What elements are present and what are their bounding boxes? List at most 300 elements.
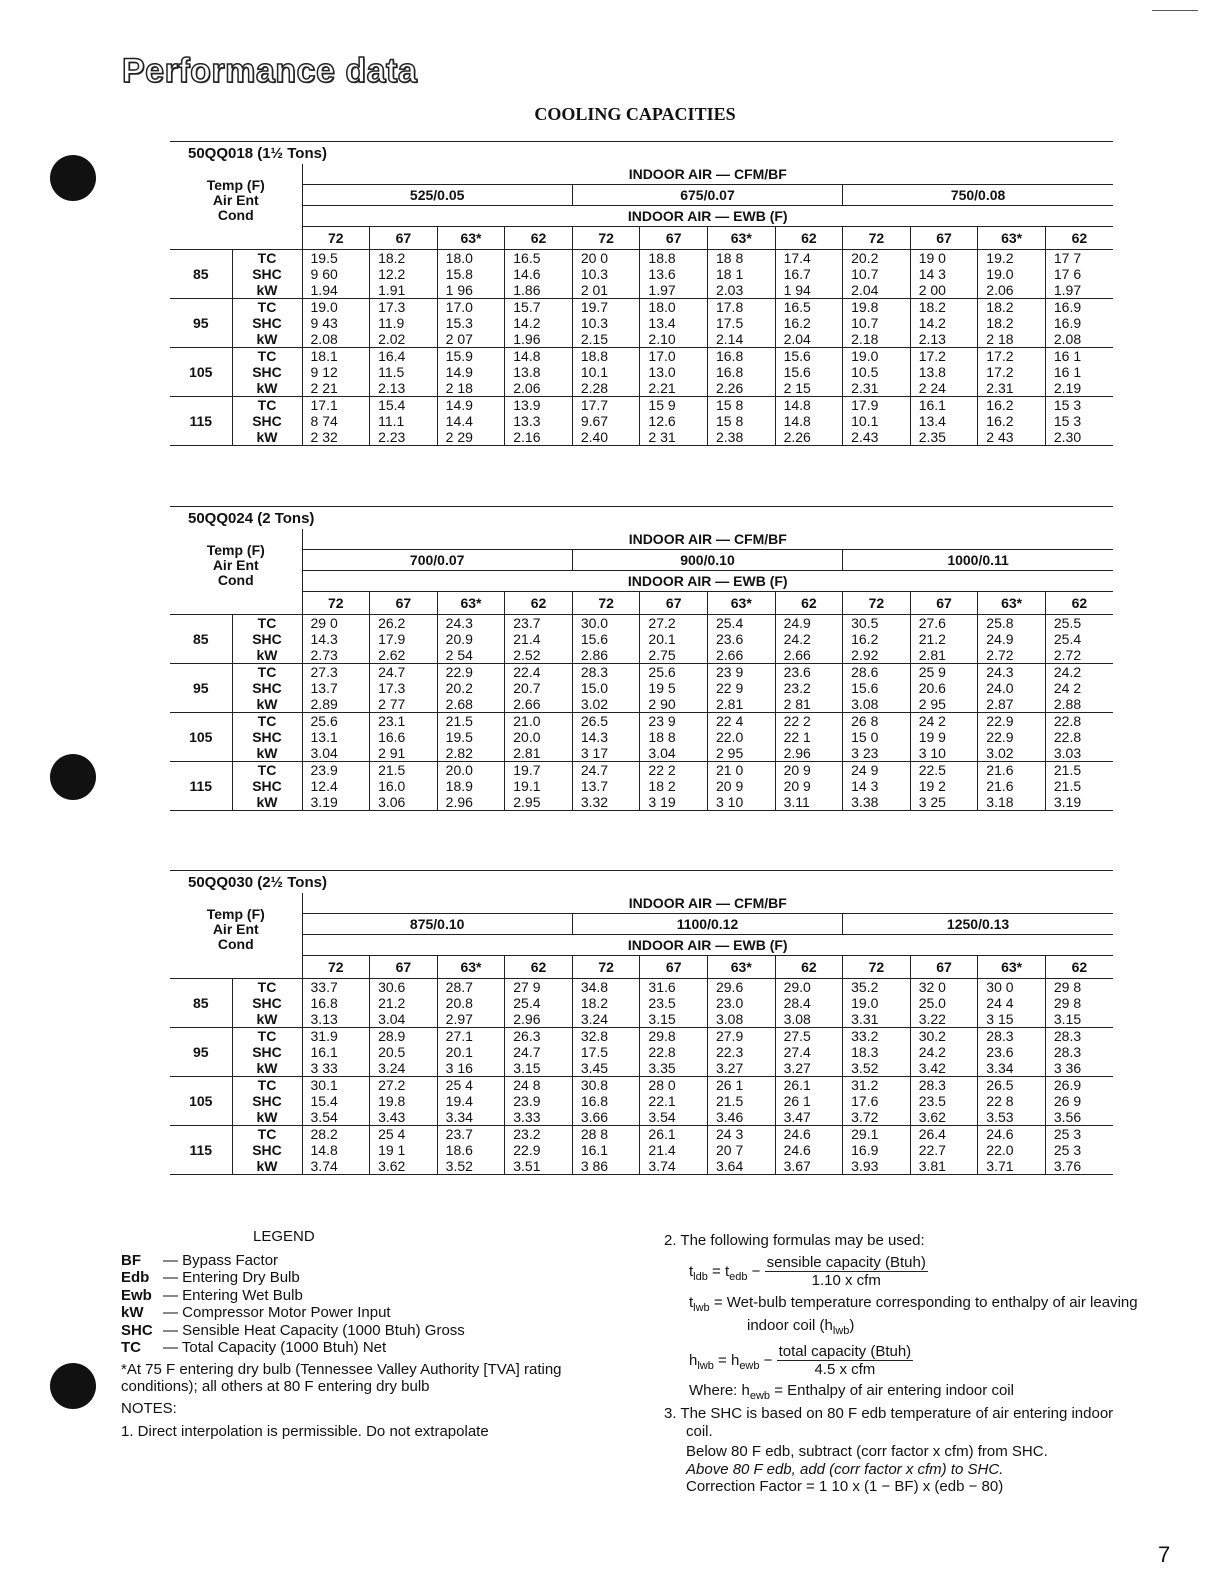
condenser-temp: 85 <box>170 615 232 664</box>
data-cell <box>572 762 640 811</box>
ewb-column-header: 72 <box>302 227 370 250</box>
cell-value: 13.1 <box>310 729 338 745</box>
cell-value: 1.97 <box>648 282 676 298</box>
data-cell <box>978 615 1046 664</box>
row-label: TC <box>257 1028 277 1044</box>
notes-title: NOTES: <box>121 1399 177 1417</box>
data-cell <box>910 713 978 762</box>
cell-value: 26.5 <box>580 713 609 729</box>
cell-value: 25 4 <box>445 1077 473 1093</box>
cell-value: 18.2 <box>918 299 946 315</box>
row-labels <box>232 250 302 299</box>
cell-value: 33.7 <box>310 979 338 995</box>
cell-value: 2 43 <box>986 429 1014 445</box>
cell-value: 16 1 <box>1053 364 1082 380</box>
cell-value: 20.1 <box>648 631 676 647</box>
cell-value: 2 24 <box>918 380 946 396</box>
cell-value: 19.7 <box>580 299 609 315</box>
row-label: SHC <box>252 1093 282 1109</box>
cell-value: 2.40 <box>580 429 609 445</box>
data-cell <box>978 979 1046 1028</box>
legend-item: TC — Total Capacity (1000 Btuh) Net <box>121 1339 387 1356</box>
temp-header-line: Temp (F) <box>206 177 265 193</box>
cell-value: 24 8 <box>513 1077 541 1093</box>
cell-value: 21.5 <box>378 762 406 778</box>
cell-value: 16.9 <box>851 1142 879 1158</box>
cell-value: 2.72 <box>1053 647 1082 663</box>
data-cell <box>707 615 775 664</box>
cell-value: 2.35 <box>918 429 946 445</box>
cell-value: 30 0 <box>986 979 1014 995</box>
cell-value: 3.27 <box>783 1060 811 1076</box>
cell-value: 19.0 <box>310 299 338 315</box>
data-cell <box>640 348 708 397</box>
cell-value: 2.66 <box>715 647 744 663</box>
cell-value: 15.3 <box>445 315 473 331</box>
cell-value: 3.54 <box>648 1109 676 1125</box>
cell-value: 2 77 <box>378 696 406 712</box>
cell-value: 26.1 <box>783 1077 811 1093</box>
cell-value: 17.2 <box>918 348 946 364</box>
data-cell <box>775 762 843 811</box>
cell-value: 23.6 <box>715 631 744 647</box>
data-cell <box>437 1077 505 1126</box>
cell-value: 19.7 <box>513 762 541 778</box>
cell-value: 15.0 <box>580 680 609 696</box>
data-cell <box>505 1028 573 1077</box>
cell-value: 14 3 <box>851 778 879 794</box>
cell-value: 22.8 <box>648 1044 676 1060</box>
condenser-temp: 95 <box>170 664 232 713</box>
cell-value: 17.5 <box>715 315 744 331</box>
cell-value: 14.3 <box>310 631 338 647</box>
cell-value: 3.04 <box>378 1011 406 1027</box>
row-label: SHC <box>252 1142 282 1158</box>
cell-value: 3.46 <box>715 1109 744 1125</box>
data-cell <box>437 299 505 348</box>
cell-value: 2.88 <box>1053 696 1082 712</box>
data-cell <box>910 664 978 713</box>
cell-value: 13.0 <box>648 364 676 380</box>
cell-value: 21.5 <box>1053 762 1082 778</box>
legend-item: BF — Bypass Factor <box>121 1251 279 1269</box>
data-cell <box>302 713 370 762</box>
condenser-temp: 105 <box>170 348 232 397</box>
cell-value: 19 2 <box>918 778 946 794</box>
cell-value: 22.0 <box>715 729 744 745</box>
cell-value: 3.74 <box>648 1158 676 1174</box>
cell-value: 26.3 <box>513 1028 541 1044</box>
cell-value: 3.11 <box>783 794 810 810</box>
cell-value: 18.6 <box>445 1142 473 1158</box>
cell-value: 17.2 <box>986 364 1014 380</box>
condenser-temp: 85 <box>170 250 232 299</box>
cell-value: 26 1 <box>783 1093 811 1109</box>
cell-value: 26.2 <box>378 615 406 631</box>
cell-value: 21 0 <box>715 762 744 778</box>
cell-value: 1.91 <box>378 282 406 298</box>
cell-value: 2.81 <box>715 696 744 712</box>
row-label: kW <box>256 794 278 810</box>
cell-value: 2.52 <box>513 647 541 663</box>
ewb-column-header: 67 <box>640 592 708 615</box>
data-cell <box>707 1028 775 1077</box>
data-cell <box>910 762 978 811</box>
cell-value: 31.2 <box>851 1077 879 1093</box>
data-cell <box>640 1077 708 1126</box>
data-cell <box>775 397 843 446</box>
cell-value: 2.66 <box>783 647 811 663</box>
cell-value: 15 8 <box>715 413 744 429</box>
temp-header-line: Cond <box>217 936 254 952</box>
ewb-column-header: 63* <box>437 956 505 979</box>
cell-value: 35.2 <box>851 979 879 995</box>
row-labels <box>232 664 302 713</box>
cell-value: 17.2 <box>986 348 1014 364</box>
cell-value: 17.3 <box>378 299 406 315</box>
row-labels <box>232 1077 302 1126</box>
cell-value: 22.9 <box>513 1142 541 1158</box>
condenser-temp: 105 <box>170 1077 232 1126</box>
cell-value: 25.4 <box>715 615 744 631</box>
cell-value: 13.8 <box>918 364 946 380</box>
cell-value: 17 6 <box>1053 266 1082 282</box>
row-label: TC <box>257 664 277 680</box>
data-cell <box>370 348 438 397</box>
ewb-column-header: 67 <box>640 956 708 979</box>
table-row <box>170 299 1113 348</box>
cell-value: 2.19 <box>1053 380 1082 396</box>
legend-item: kW — Compressor Motor Power Input <box>121 1304 391 1321</box>
cell-value: 17.9 <box>851 397 879 413</box>
data-cell <box>1045 1126 1113 1175</box>
data-cell <box>707 299 775 348</box>
cell-value: 14.2 <box>918 315 946 331</box>
data-cell <box>370 664 438 713</box>
cell-value: 3.15 <box>648 1011 676 1027</box>
data-cell <box>775 250 843 299</box>
cell-value: 2.43 <box>851 429 879 445</box>
data-cell <box>437 979 505 1028</box>
cell-value: 24.6 <box>986 1126 1014 1142</box>
cell-value: 18.2 <box>986 315 1014 331</box>
cfm-group: 1100/0.12 <box>572 914 842 935</box>
cell-value: 24.6 <box>783 1126 811 1142</box>
cell-value: 3.04 <box>648 745 676 761</box>
cell-value: 23.2 <box>513 1126 541 1142</box>
cell-value: 28.3 <box>986 1028 1014 1044</box>
data-cell <box>1045 762 1113 811</box>
cell-value: 25.6 <box>310 713 338 729</box>
cell-value: 18.0 <box>445 250 473 266</box>
cell-value: 28.7 <box>445 979 473 995</box>
cell-value: 3 25 <box>918 794 946 810</box>
row-label: TC <box>257 1077 277 1093</box>
cell-value: 33.2 <box>851 1028 879 1044</box>
cell-value: 24.3 <box>445 615 473 631</box>
cell-value: 1.96 <box>513 331 541 347</box>
data-cell <box>437 397 505 446</box>
cell-value: 2.13 <box>918 331 946 347</box>
cell-value: 27.1 <box>445 1028 473 1044</box>
cell-value: 29.1 <box>851 1126 879 1142</box>
formula-notes <box>664 1232 1164 1496</box>
cell-value: 3.43 <box>378 1109 406 1125</box>
row-label: kW <box>256 380 278 396</box>
cell-value: 2.38 <box>715 429 744 445</box>
cell-value: 2.66 <box>513 696 541 712</box>
section-title: COOLING CAPACITIES <box>534 104 736 124</box>
cell-value: 3 23 <box>851 745 879 761</box>
cell-value: 24 3 <box>715 1126 744 1142</box>
data-cell <box>843 397 911 446</box>
cell-value: 26 9 <box>1053 1093 1082 1109</box>
cell-value: 2 00 <box>918 282 946 298</box>
temp-header-line: Temp (F) <box>206 906 265 922</box>
cell-value: 20 7 <box>715 1142 744 1158</box>
condenser-temp: 95 <box>170 299 232 348</box>
data-cell <box>370 299 438 348</box>
cell-value: 2.86 <box>580 647 609 663</box>
cell-value: 3.13 <box>310 1011 338 1027</box>
cell-value: 3.08 <box>715 1011 744 1027</box>
cell-value: 3.62 <box>918 1109 946 1125</box>
row-labels <box>232 397 302 446</box>
data-cell <box>707 979 775 1028</box>
cell-value: 24.7 <box>513 1044 541 1060</box>
row-label: kW <box>256 1011 278 1027</box>
cell-value: 2 01 <box>580 282 609 298</box>
cell-value: 12.6 <box>648 413 676 429</box>
data-cell <box>775 299 843 348</box>
cell-value: 23 9 <box>648 713 676 729</box>
cell-value: 18.2 <box>580 995 609 1011</box>
cell-value: 22.7 <box>918 1142 946 1158</box>
cell-value: 22.5 <box>918 762 946 778</box>
cell-value: 15.8 <box>445 266 473 282</box>
cell-value: 22.3 <box>715 1044 744 1060</box>
cell-value: 3.22 <box>918 1011 946 1027</box>
cfm-group: 875/0.10 <box>302 914 572 935</box>
data-cell <box>707 762 775 811</box>
cell-value: 22 8 <box>986 1093 1014 1109</box>
cell-value: 16.5 <box>513 250 541 266</box>
cell-value: 3.45 <box>580 1060 609 1076</box>
row-label: kW <box>256 1158 278 1174</box>
model-title: 50QQ018 (1½ Tons) <box>170 141 1113 164</box>
cell-value: 14.8 <box>310 1142 338 1158</box>
ewb-column-header: 72 <box>572 227 640 250</box>
ewb-column-header: 72 <box>302 956 370 979</box>
data-cell <box>978 664 1046 713</box>
ewb-column-header: 62 <box>505 956 573 979</box>
cell-value: 29.0 <box>783 979 811 995</box>
cell-value: 28 0 <box>648 1077 676 1093</box>
cell-value: 18.9 <box>445 778 473 794</box>
cell-value: 21.2 <box>918 631 946 647</box>
cell-value: 2.87 <box>986 696 1014 712</box>
cell-value: 19.8 <box>851 299 879 315</box>
data-cell <box>1045 299 1113 348</box>
data-cell <box>437 615 505 664</box>
cell-value: 11.1 <box>378 413 405 429</box>
cell-value: 2 18 <box>986 331 1014 347</box>
cell-value: 28.2 <box>310 1126 338 1142</box>
data-cell <box>843 250 911 299</box>
cell-value: 24.9 <box>986 631 1014 647</box>
cell-value: 15.9 <box>445 348 473 364</box>
cell-value: 16.1 <box>918 397 946 413</box>
cell-value: 27.3 <box>310 664 338 680</box>
cell-value: 3 10 <box>918 745 946 761</box>
cell-value: 22 4 <box>715 713 744 729</box>
cell-value: 19.5 <box>445 729 473 745</box>
cell-value: 24.2 <box>1053 664 1082 680</box>
table-row <box>170 615 1113 664</box>
data-cell <box>572 1126 640 1175</box>
cell-value: 2.26 <box>715 380 744 396</box>
row-label: TC <box>257 397 277 413</box>
cell-value: 13.3 <box>513 413 541 429</box>
cell-value: 21.4 <box>513 631 541 647</box>
cell-value: 3 10 <box>715 794 744 810</box>
table-row <box>170 397 1113 446</box>
row-label: kW <box>256 429 278 445</box>
data-cell <box>843 713 911 762</box>
table-row <box>170 1077 1113 1126</box>
data-cell <box>437 762 505 811</box>
cell-value: 20.9 <box>445 631 473 647</box>
cell-value: 2.15 <box>580 331 609 347</box>
data-cell <box>370 1126 438 1175</box>
cell-value: 20.2 <box>445 680 473 696</box>
cell-value: 21.6 <box>986 778 1014 794</box>
cell-value: 22 1 <box>783 729 811 745</box>
data-cell <box>640 250 708 299</box>
capacity-table <box>170 164 1113 446</box>
cell-value: 29 0 <box>310 615 338 631</box>
cell-value: 21.4 <box>648 1142 676 1158</box>
cell-value: 2.08 <box>1053 331 1082 347</box>
data-cell <box>437 664 505 713</box>
data-cell <box>978 348 1046 397</box>
cell-value: 2.82 <box>445 745 473 761</box>
cell-value: 27.5 <box>783 1028 811 1044</box>
cell-value: 27 9 <box>513 979 541 995</box>
cell-value: 14.2 <box>513 315 541 331</box>
cell-value: 2 81 <box>783 696 811 712</box>
cell-value: 24.7 <box>378 664 406 680</box>
cell-value: 16.9 <box>1053 315 1082 331</box>
cell-value: 22.8 <box>1053 729 1082 745</box>
cell-value: 24.2 <box>783 631 811 647</box>
cell-value: 21.5 <box>1053 778 1082 794</box>
cell-value: 2 90 <box>648 696 676 712</box>
data-cell <box>1045 713 1113 762</box>
cell-value: 18.2 <box>378 250 406 266</box>
data-cell <box>437 348 505 397</box>
legend-item: Edb — Entering Dry Bulb <box>121 1269 300 1286</box>
data-cell <box>370 1028 438 1077</box>
cell-value: 22 9 <box>715 680 744 696</box>
cell-value: 21.2 <box>378 995 406 1011</box>
cell-value: 16.8 <box>310 995 338 1011</box>
cell-value: 18.8 <box>580 348 609 364</box>
row-label: kW <box>256 1109 278 1125</box>
note-1: 1. Direct interpolation is permissible. Do not extrapolate <box>121 1423 489 1440</box>
data-cell <box>370 1077 438 1126</box>
cell-value: 28.3 <box>1053 1028 1082 1044</box>
cell-value: 21.6 <box>986 762 1014 778</box>
cell-value: 13.4 <box>918 413 946 429</box>
cell-value: 23.9 <box>513 1093 541 1109</box>
cell-value: 24 2 <box>918 713 946 729</box>
cell-value: 27.2 <box>378 1077 406 1093</box>
ewb-column-header: 72 <box>572 956 640 979</box>
data-cell <box>437 1028 505 1077</box>
ewb-column-header: 62 <box>775 592 843 615</box>
data-cell <box>505 664 573 713</box>
cell-value: 9.67 <box>580 413 609 429</box>
cell-value: 28 8 <box>580 1126 609 1142</box>
cell-value: 3.42 <box>918 1060 946 1076</box>
ewb-column-header: 63* <box>437 227 505 250</box>
cell-value: 10.3 <box>580 315 609 331</box>
cfm-header: INDOOR AIR — CFM/BF <box>302 529 1113 550</box>
cell-value: 20.5 <box>378 1044 406 1060</box>
cell-value: 22 2 <box>783 713 811 729</box>
cell-value: 18 8 <box>715 250 744 266</box>
row-labels <box>232 348 302 397</box>
cell-value: 10.5 <box>851 364 879 380</box>
cfm-group: 675/0.07 <box>572 185 842 206</box>
data-cell <box>775 979 843 1028</box>
data-cell <box>843 664 911 713</box>
data-cell <box>978 299 1046 348</box>
data-cell <box>910 979 978 1028</box>
punch-hole-1 <box>50 155 96 201</box>
cell-value: 3.38 <box>851 794 879 810</box>
cell-value: 20 9 <box>783 778 811 794</box>
cfm-group: 1000/0.11 <box>843 550 1113 571</box>
cell-value: 2.68 <box>445 696 473 712</box>
table-row <box>170 1028 1113 1077</box>
data-cell <box>843 1126 911 1175</box>
cell-value: 2.14 <box>715 331 744 347</box>
row-label: SHC <box>252 413 282 429</box>
cell-value: 3.04 <box>310 745 338 761</box>
legend-title: LEGEND <box>253 1228 315 1245</box>
cell-value: 3 16 <box>445 1060 473 1076</box>
data-cell <box>978 1077 1046 1126</box>
cell-value: 20.6 <box>918 680 946 696</box>
cell-value: 3.62 <box>378 1158 406 1174</box>
cfm-group: 900/0.10 <box>572 550 842 571</box>
ewb-column-header: 63* <box>978 592 1046 615</box>
ewb-column-header: 72 <box>843 592 911 615</box>
cell-value: 3.02 <box>580 696 609 712</box>
cell-value: 18 8 <box>648 729 676 745</box>
cell-value: 19 9 <box>918 729 946 745</box>
data-cell <box>640 713 708 762</box>
data-cell <box>910 1126 978 1175</box>
capacity-table <box>170 529 1113 811</box>
cell-value: 2 32 <box>310 429 338 445</box>
cell-value: 14.8 <box>783 397 811 413</box>
cell-value: 16.2 <box>986 413 1014 429</box>
cell-value: 30.1 <box>310 1077 338 1093</box>
cell-value: 2.03 <box>715 282 744 298</box>
